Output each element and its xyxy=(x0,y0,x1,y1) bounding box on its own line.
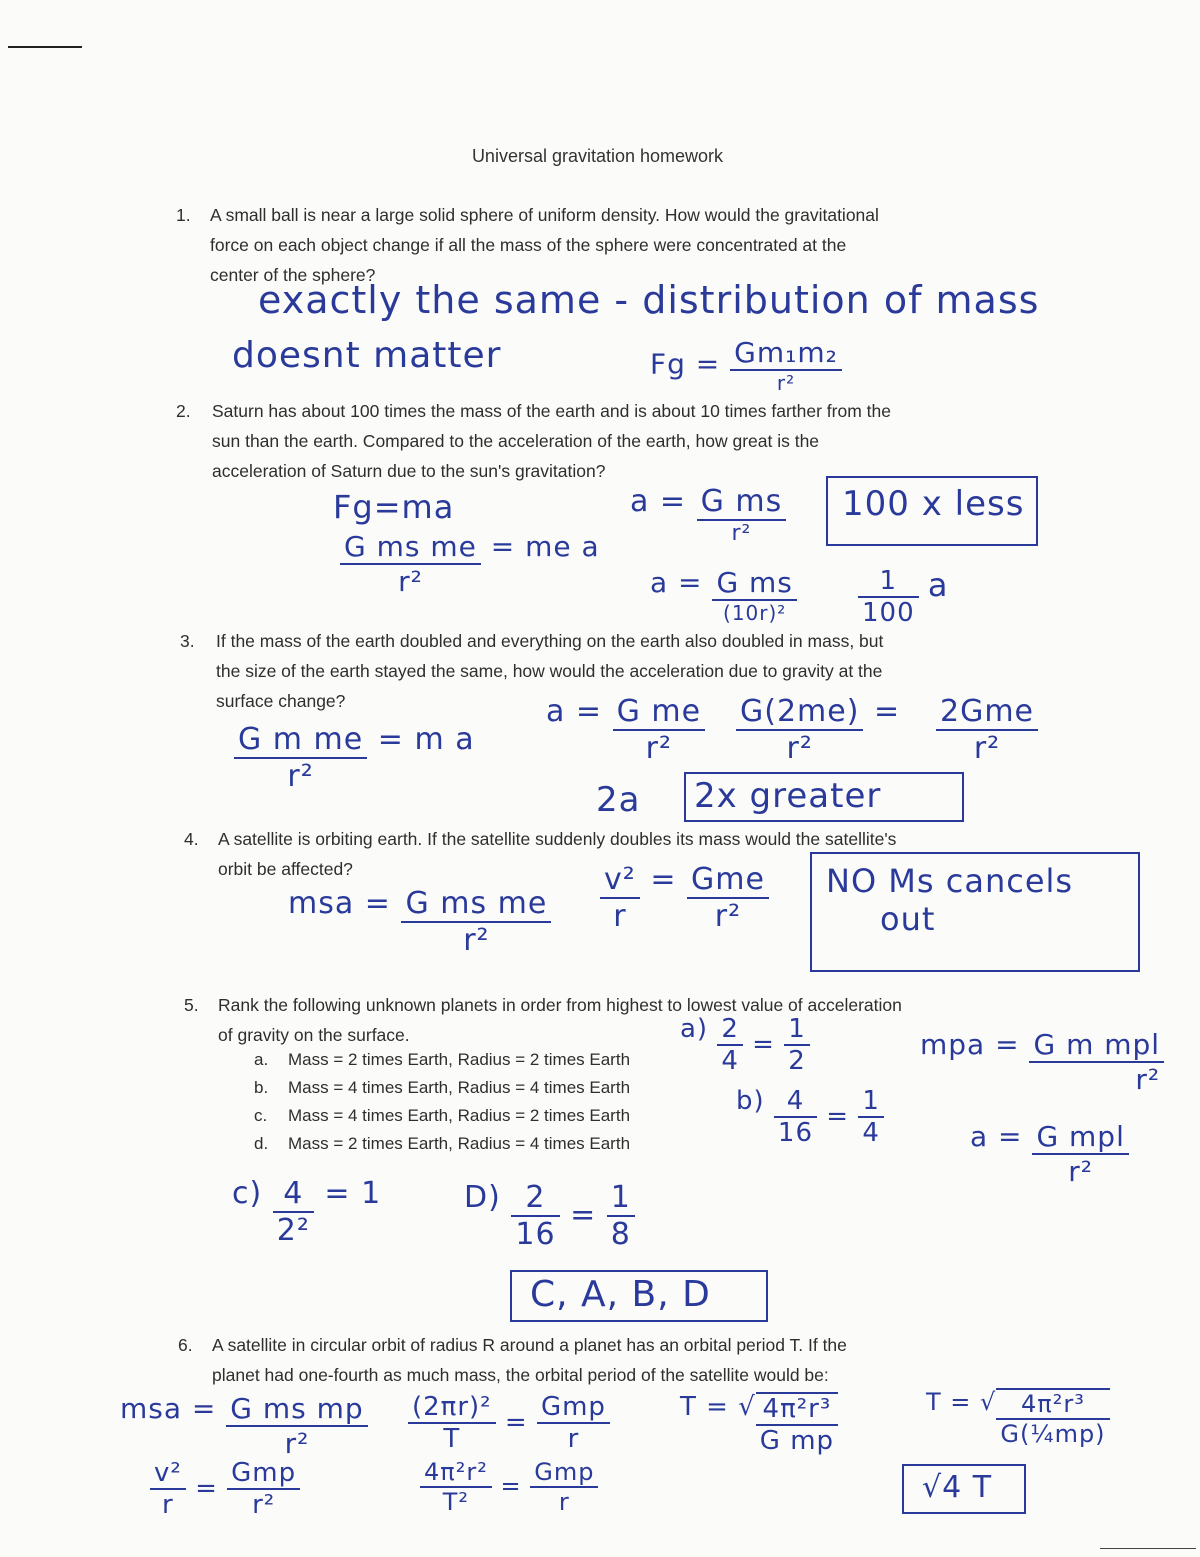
eq-lhs: a = xyxy=(546,694,603,729)
q3-two-a: 2a xyxy=(596,780,641,820)
question-line: Saturn has about 100 times the mass of the earth and is about 10 times farther from the xyxy=(212,401,891,421)
eq-denominator: r² xyxy=(284,1427,310,1460)
formula-numerator: Gm₁m₂ xyxy=(730,336,842,371)
eq-denominator: r² xyxy=(973,731,1001,766)
q2-eq-gms xyxy=(340,530,600,598)
question-line: If the mass of the earth doubled and everything on the earth also doubled in mass, but xyxy=(216,631,884,651)
scan-edge-mark xyxy=(8,46,82,48)
eq-denominator: r² xyxy=(1135,1063,1161,1096)
eq-equals: = xyxy=(752,1029,775,1060)
question-6 xyxy=(178,1330,1058,1394)
q1-formula xyxy=(650,336,842,395)
formula-denominator: r² xyxy=(776,371,796,395)
q2-one-hundredth-a xyxy=(858,566,949,628)
option-letter: a. xyxy=(254,1050,269,1069)
q4-eq-msa xyxy=(288,886,551,958)
eq-lhs: T = xyxy=(926,1388,972,1416)
eq-numerator: G ms mp xyxy=(226,1392,367,1427)
q1-answer-line1: exactly the same - distribution of mass xyxy=(258,278,1040,322)
eq-numerator: 4 xyxy=(273,1176,314,1213)
eq-denominator: 16 xyxy=(515,1217,556,1252)
q6-eq-t2 xyxy=(926,1388,1110,1448)
eq-numerator: 1 xyxy=(784,1014,810,1046)
eq-denominator: 2² xyxy=(276,1213,310,1248)
question-number: 3. xyxy=(180,631,195,651)
formula-lhs: Fg = xyxy=(650,347,721,381)
question-line: A small ball is near a large solid sphere of uniform density. How would the gravitational xyxy=(210,205,879,225)
question-line: Rank the following unknown planets in order from highest to lowest value of acceleration xyxy=(218,995,902,1015)
eq-denominator: G(¼mp) xyxy=(1000,1420,1106,1448)
q5-work-b xyxy=(736,1086,884,1148)
eq-numerator: G ms xyxy=(712,566,796,601)
q6-eq-2pir xyxy=(408,1392,610,1454)
eq-numerator: 2 xyxy=(511,1180,559,1217)
eq-numerator: 4π²r³ xyxy=(756,1394,838,1426)
eq-numerator: 1 xyxy=(607,1180,635,1217)
eq-numerator: G me xyxy=(613,694,705,731)
option-text: Mass = 2 times Earth, Radius = 2 times Earth xyxy=(288,1050,631,1069)
eq-numerator: G ms me xyxy=(340,530,481,565)
question-number: 1. xyxy=(176,205,191,225)
eq-lhs: a = xyxy=(970,1120,1023,1153)
eq-numerator: 4π²r² xyxy=(420,1458,492,1488)
eq-equals: = xyxy=(826,1101,850,1132)
eq-numerator: (2πr)² xyxy=(408,1392,496,1424)
question-number: 5. xyxy=(184,995,199,1015)
eq-denominator: 100 xyxy=(862,598,915,628)
option-d xyxy=(254,1130,724,1158)
eq-equals: = xyxy=(195,1473,218,1504)
eq-a: a xyxy=(927,566,949,604)
eq-numerator: 1 xyxy=(858,1086,884,1118)
eq-lhs: a = xyxy=(630,484,687,519)
eq-denominator: 2 xyxy=(788,1046,806,1076)
eq-equals: = xyxy=(570,1197,597,1233)
eq-numerator: 2Gme xyxy=(936,694,1038,731)
eq-denominator: 4 xyxy=(862,1118,880,1148)
option-letter: b. xyxy=(254,1078,269,1097)
work-label: a) xyxy=(680,1014,709,1044)
eq-denominator: r² xyxy=(714,899,742,934)
eq-equals: = xyxy=(650,862,677,897)
eq-denominator: r xyxy=(567,1424,580,1454)
eq-numerator: Gme xyxy=(687,862,769,899)
eq-numerator: Gmp xyxy=(530,1458,598,1488)
eq-denominator: r² xyxy=(731,521,752,546)
eq-numerator: G(2me) xyxy=(736,694,863,731)
question-line: acceleration of Saturn due to the sun's gravitation? xyxy=(212,461,606,481)
eq-equals: = xyxy=(504,1407,528,1438)
scan-edge-mark xyxy=(1100,1548,1196,1549)
eq-lhs: mpa = xyxy=(920,1028,1020,1061)
eq-numerator: G m me xyxy=(234,722,367,759)
eq-denominator: r² xyxy=(645,731,673,766)
eq-denominator: T xyxy=(443,1424,461,1454)
question-line: of gravity on the surface. xyxy=(218,1025,410,1045)
question-line: orbit be affected? xyxy=(218,859,353,879)
eq-denominator: r xyxy=(613,899,627,934)
option-c xyxy=(254,1102,724,1130)
question-number: 2. xyxy=(176,401,191,421)
eq-denominator: r² xyxy=(252,1490,276,1520)
question-5-options xyxy=(254,1046,724,1158)
eq-denominator: r² xyxy=(786,731,813,766)
eq-denominator: r² xyxy=(463,923,490,958)
eq-lhs: msa = xyxy=(288,886,391,921)
q3-eq-gmme xyxy=(234,722,475,794)
eq-denominator: r² xyxy=(287,759,314,794)
eq-denominator: r xyxy=(162,1490,174,1520)
q5-work-d xyxy=(464,1180,635,1252)
eq-numerator: v² xyxy=(150,1458,186,1490)
option-letter: c. xyxy=(254,1106,268,1125)
eq-numerator: G ms xyxy=(697,484,787,521)
option-b xyxy=(254,1074,724,1102)
eq-rhs: = m a xyxy=(377,722,475,757)
q3-eq-2gme xyxy=(936,694,1038,766)
q4-eq-v2 xyxy=(600,862,769,934)
q6-eq-t1 xyxy=(680,1392,838,1456)
q5-side-eq2 xyxy=(970,1120,1129,1188)
question-number: 4. xyxy=(184,829,199,849)
q2-eq-fg-ma: Fg=ma xyxy=(333,488,455,526)
q6-eq-4pi2r2 xyxy=(420,1458,598,1516)
eq-equals: = xyxy=(500,1472,522,1500)
answer-line: NO Ms cancels xyxy=(826,862,1074,900)
work-label: b) xyxy=(736,1086,765,1116)
q5-answer-box: C, A, B, D xyxy=(510,1270,768,1322)
q6-answer-box: √4 T xyxy=(902,1464,1026,1514)
q4-answer-box xyxy=(810,852,1140,972)
eq-numerator: G m mpl xyxy=(1029,1028,1164,1063)
q5-work-a xyxy=(680,1014,810,1076)
eq-lhs: msa = xyxy=(120,1392,217,1425)
eq-numerator: G mpl xyxy=(1032,1120,1128,1155)
question-line: planet had one-fourth as much mass, the orbital period of the satellite would be: xyxy=(212,1365,829,1385)
work-label: D) xyxy=(464,1180,501,1215)
eq-numerator: v² xyxy=(600,862,640,899)
question-line: center of the sphere? xyxy=(210,265,376,285)
q2-eq-a1 xyxy=(630,484,786,546)
eq-denominator: T² xyxy=(442,1488,470,1516)
q6-eq-v2 xyxy=(150,1458,300,1520)
eq-denominator: r xyxy=(558,1488,570,1516)
question-line: sun than the earth. Compared to the acceleration of the earth, how great is the xyxy=(212,431,820,451)
eq-lhs: T = xyxy=(680,1392,729,1422)
eq-equals: = xyxy=(873,694,901,729)
eq-numerator: 4 xyxy=(774,1086,817,1118)
question-line: surface change? xyxy=(216,691,346,711)
page-title: Universal gravitation homework xyxy=(471,146,724,166)
eq-denominator: G mp xyxy=(759,1426,835,1456)
eq-lhs: a = xyxy=(650,566,703,599)
option-text: Mass = 2 times Earth, Radius = 4 times Earth xyxy=(288,1134,631,1153)
eq-numerator: 2 xyxy=(717,1014,743,1046)
option-text: Mass = 4 times Earth, Radius = 4 times Earth xyxy=(288,1078,631,1097)
q2-eq-a2 xyxy=(650,566,797,625)
eq-numerator: 4π²r³ xyxy=(996,1390,1109,1420)
q3-eq-a xyxy=(546,694,705,766)
q1-answer-line2: doesnt matter xyxy=(232,335,502,376)
eq-denominator: r² xyxy=(1068,1155,1094,1188)
question-line: force on each object change if all the mass of the sphere were concentrated at the xyxy=(210,235,847,255)
eq-numerator: Gmp xyxy=(227,1458,300,1490)
option-a xyxy=(254,1046,724,1074)
work-label: c) xyxy=(232,1176,263,1211)
question-number: 6. xyxy=(178,1335,193,1355)
option-text: Mass = 4 times Earth, Radius = 2 times Earth xyxy=(288,1106,631,1125)
q6-eq-msa xyxy=(120,1392,368,1460)
eq-denominator: (10r)² xyxy=(723,601,787,625)
q3-answer-box: 2x greater xyxy=(684,772,964,822)
q3-eq-g2me xyxy=(736,694,900,766)
question-line: A satellite is orbiting earth. If the satellite suddenly doubles its mass would the satellite's xyxy=(218,829,897,849)
eq-numerator: 1 xyxy=(858,566,919,598)
sqrt-icon: √ xyxy=(980,1388,997,1416)
answer-line: out xyxy=(880,900,936,938)
eq-numerator: G ms me xyxy=(401,886,551,923)
eq-result: = 1 xyxy=(324,1176,382,1211)
eq-denominator: 4 xyxy=(721,1046,739,1076)
question-line: the size of the earth stayed the same, how would the acceleration due to gravity at the xyxy=(216,661,883,681)
option-letter: d. xyxy=(254,1134,269,1153)
sqrt-icon: √ xyxy=(738,1392,756,1422)
eq-denominator: 16 xyxy=(777,1118,814,1148)
eq-denominator: r² xyxy=(398,565,423,598)
q5-side-eq1 xyxy=(920,1028,1164,1096)
q2-answer-box: 100 x less xyxy=(826,476,1038,546)
eq-rhs: = me a xyxy=(490,530,600,563)
q5-work-c xyxy=(232,1176,381,1248)
question-line: A satellite in circular orbit of radius R around a planet has an orbital period T. If the xyxy=(212,1335,847,1355)
eq-numerator: Gmp xyxy=(537,1392,610,1424)
eq-denominator: 8 xyxy=(610,1217,631,1252)
